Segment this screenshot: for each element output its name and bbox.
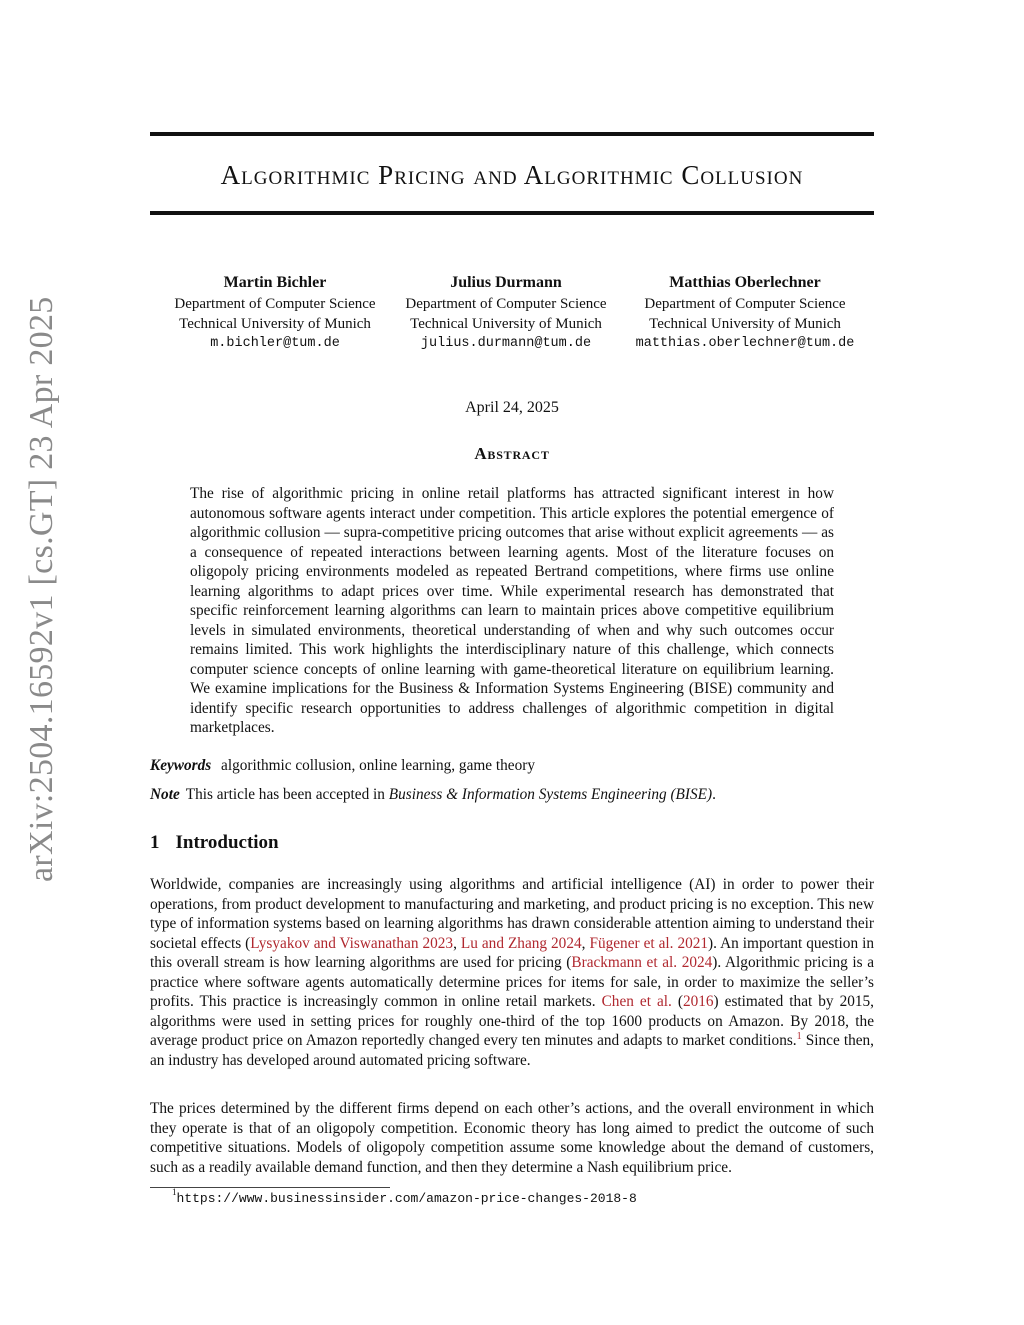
citation-link[interactable]: Brackmann et al. 2024: [571, 954, 713, 971]
citation-link[interactable]: Fügener et al. 2021: [589, 934, 709, 952]
paragraph-text: ,: [453, 934, 461, 952]
citation-link[interactable]: Chen et al.: [601, 993, 672, 1010]
author-department: Department of Computer Science: [405, 296, 607, 312]
abstract-heading: Abstract: [474, 444, 550, 463]
paragraph-2: The prices determined by the different firms depend on each other’s actions, and the overall environment in which they operate is that of an oligopoly competition. Economic theory has long aimed to predict the outcome of such competitive situations. Models of oligopoly competition assume some knowledge about the demand of customers, such as a readily available demand function, and then they determine a Nash equilibrium price.: [150, 1100, 874, 1176]
footnote-divider: [150, 1187, 390, 1188]
keywords-text: algorithmic collusion, online learning, game theory: [221, 757, 535, 774]
footnote-mark: 1: [172, 1186, 177, 1197]
author-email[interactable]: matthias.oberlechner@tum.de: [635, 336, 855, 351]
paper-title: Algorithmic Pricing and Algorithmic Collusion: [220, 160, 804, 190]
note-text-end: .: [712, 786, 716, 803]
publication-date: April 24, 2025: [465, 399, 559, 416]
keywords-label: Keywords: [150, 757, 212, 774]
footnote-marker[interactable]: 1: [796, 1030, 802, 1042]
paragraph-text: (: [671, 993, 683, 1010]
paragraph-1: [150, 875, 874, 1070]
section-title: Introduction: [175, 832, 279, 853]
citation-link[interactable]: Lysyakov and Viswanathan 2023: [250, 934, 454, 952]
section-number: 1: [150, 832, 160, 853]
author-department: Department of Computer Science: [174, 296, 376, 312]
paragraph-text: Worldwide, companies are increasingly using algorithms and artificial intelligence (AI) in order to power their operations, from product development to manufacturing and marketing, and product pricing is no exception. This new type of information systems based on learning algorithms has drawn considerable attention aiming to understand their societal effects (: [150, 876, 874, 952]
paragraph-text: ). Algorithmic pricing is a practice where software agents automatically determine prices for items for sale, in order to maximize the seller’s profits. This practice is increasingly common in online retail markets.: [150, 954, 874, 1010]
arxiv-identifier[interactable]: arXiv:2504.16592v1 [cs.GT] 23 Apr 2025: [23, 296, 60, 882]
author-affiliation: Technical University of Munich: [410, 316, 602, 332]
paragraph-text: ) estimated that by 2015, algorithms were used in setting prices for roughly one-third of the top 1600 products on Amazon. By 2018, the average product price on Amazon reportedly changed every ten minutes and adapts to market conditions.: [150, 993, 874, 1049]
author-affiliation: Technical University of Munich: [179, 316, 371, 332]
section-heading: [150, 832, 279, 854]
keywords-line: [150, 757, 874, 775]
author-name: Matthias Oberlechner: [669, 274, 821, 291]
title-rule-top: [150, 132, 874, 136]
citation-link[interactable]: 2016: [682, 993, 714, 1010]
citation-link[interactable]: Lu and Zhang 2024: [460, 934, 582, 952]
author-name: Martin Bichler: [223, 274, 327, 291]
author-email[interactable]: m.bichler@tum.de: [210, 336, 340, 351]
footnote-url[interactable]: https://www.businessinsider.com/amazon-price-changes-2018-8: [176, 1191, 637, 1206]
author-3: [615, 272, 875, 354]
author-2: [376, 272, 636, 354]
note-label: Note: [150, 786, 180, 803]
paragraph-text: Since then, an industry has developed around automated pricing software.: [150, 1032, 875, 1069]
note-text: This article has been accepted in: [185, 786, 389, 803]
author-email[interactable]: julius.durmann@tum.de: [420, 336, 592, 351]
title-rule-bottom: [150, 211, 874, 215]
author-1: [145, 272, 405, 354]
abstract-text: The rise of algorithmic pricing in online retail platforms has attracted significant interest in how autonomous software agents interact under competition. This article explores the potential emergence of algorithmic collusion — supra-competitive pricing outcomes that arise without explicit agreements — as a consequence of repeated interactions between learning agents. Most of the literature focuses on oligopoly pricing environments modeled as repeated Bertrand competitions, where firms use online learning algorithms to adapt prices over time. While experimental research has demonstrated that specific reinforcement learning algorithms can learn to maintain prices above competitive equilibrium levels in simulated environments, theoretical understanding of when and why such outcomes occur remains limited. This work highlights the interdisciplinary nature of this challenge, which connects computer science concepts of online learning with game-theoretical literature on equilibrium learning. We examine implications for the Business & Information Systems Engineering (BISE) community and identify specific research opportunities to address challenges of algorithmic competition in digital marketplaces.: [190, 485, 834, 736]
author-affiliation: Technical University of Munich: [649, 316, 841, 332]
note-journal: Business & Information Systems Engineering (BISE): [388, 786, 713, 803]
note-line: [150, 786, 874, 804]
paragraph-text: ,: [581, 934, 590, 952]
paragraph-text: ). An important question in this overall stream is how learning algorithms are used for pricing (: [150, 934, 874, 971]
author-name: Julius Durmann: [450, 274, 562, 291]
footnote: [172, 1186, 637, 1206]
author-department: Department of Computer Science: [644, 296, 846, 312]
